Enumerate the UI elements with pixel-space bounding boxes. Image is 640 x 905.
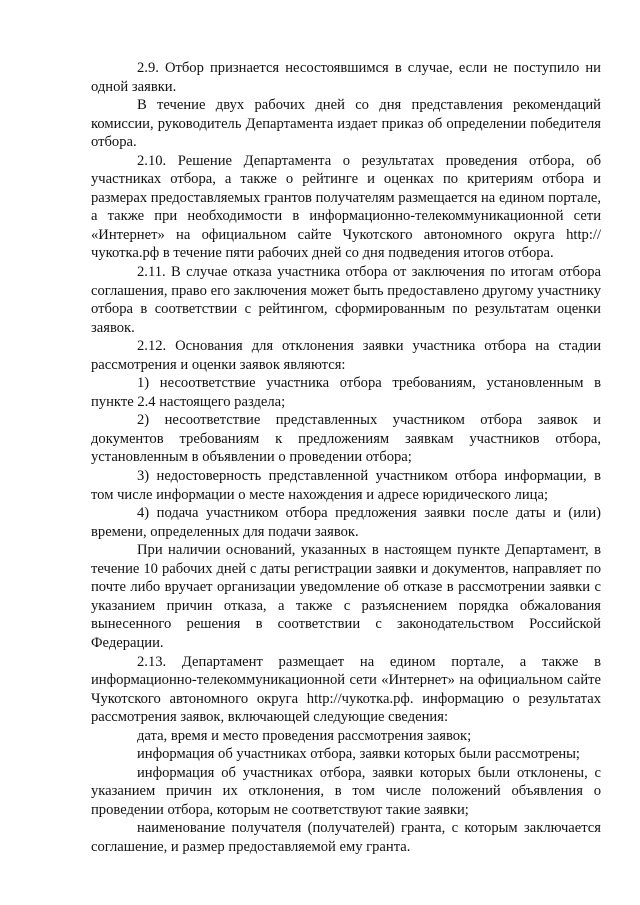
list-item-rejection-reason-4: 4) подача участником отбора предложения заявки после даты и (или) времени, определенных для подачи заявок.: [91, 505, 601, 540]
paragraph-2-11: 2.11. В случае отказа участника отбора от заключения по итогам отбора соглашения, право его заключения может быть предоставлено другому участнику отбора в соответствии с рейтингом, сформированным по результатам оценки заявок.: [91, 264, 601, 336]
list-item-rejection-reason-3: 3) недостоверность представленной участником отбора информации, в том числе информации о месте нахождения и адресе юридического лица;: [91, 468, 601, 503]
paragraph-director-order: В течение двух рабочих дней со дня представления рекомендаций комиссии, руководитель Департамента издает приказ об определении победителя отбора.: [91, 97, 601, 151]
paragraph-2-9: 2.9. Отбор признается несостоявшимся в случае, если не поступило ни одной заявки.: [91, 60, 601, 95]
paragraph-2-13: 2.13. Департамент размещает на едином портале, а также в информационно-телекоммуникационной сети «Интернет» на официальном сайте Чукотского автономного округа http://чукотка.рф. информацию о результатах рассмотрения заявок, включающей следующие сведения:: [91, 653, 601, 726]
list-item-review-date: дата, время и место проведения рассмотрения заявок;: [137, 727, 472, 744]
paragraph-2-10: 2.10. Решение Департамента о результатах проведения отбора, об участниках отбора, а также о рейтинге и оценках по критериям отбора и размерах предоставляемых грантов получателям размещается на едином портале, а также при необходимости в информационно-телекоммуникационной сети «Интернет» на официальном сайте Чукотского автономного округа http://чукотка.рф в течение пяти рабочих дней со дня подведения итогов отбора.: [91, 152, 601, 262]
paragraph-rejection-notice: При наличии оснований, указанных в настоящем пункте Департамент, в течение 10 рабочих дней с даты регистрации заявки и документов, направляет по почте либо вручает организации уведомление об отказе в рассмотрении заявки с указанием причин отказа, а также с разъяснением порядка обжалования вынесенного решения в соответствии с законодательством Российской Федерации.: [91, 542, 601, 651]
list-item-reviewed-participants: информация об участниках отбора, заявки которых были рассмотрены;: [137, 746, 580, 763]
paragraph-2-12: 2.12. Основания для отклонения заявки участника отбора на стадии рассмотрения и оценки заявок являются:: [91, 338, 601, 373]
list-item-rejected-participants: информация об участниках отбора, заявки которых были отклонены, с указанием причин их отклонения, в том числе положений объявления о проведении отбора, которым не соответствуют такие заявки;: [91, 764, 601, 818]
document-page: [91, 59, 601, 857]
list-item-rejection-reason-1: 1) несоответствие участника отбора требованиям, установленным в пункте 2.4 настоящего раздела;: [91, 375, 601, 410]
list-item-grant-recipient: наименование получателя (получателей) гранта, с которым заключается соглашение, и размер предоставляемой ему гранта.: [91, 820, 601, 855]
list-item-rejection-reason-2: 2) несоответствие представленных участником отбора заявок и документов требованиям к предложениям заявкам участников отбора, установленным в объявлении о проведении отбора;: [91, 412, 601, 466]
